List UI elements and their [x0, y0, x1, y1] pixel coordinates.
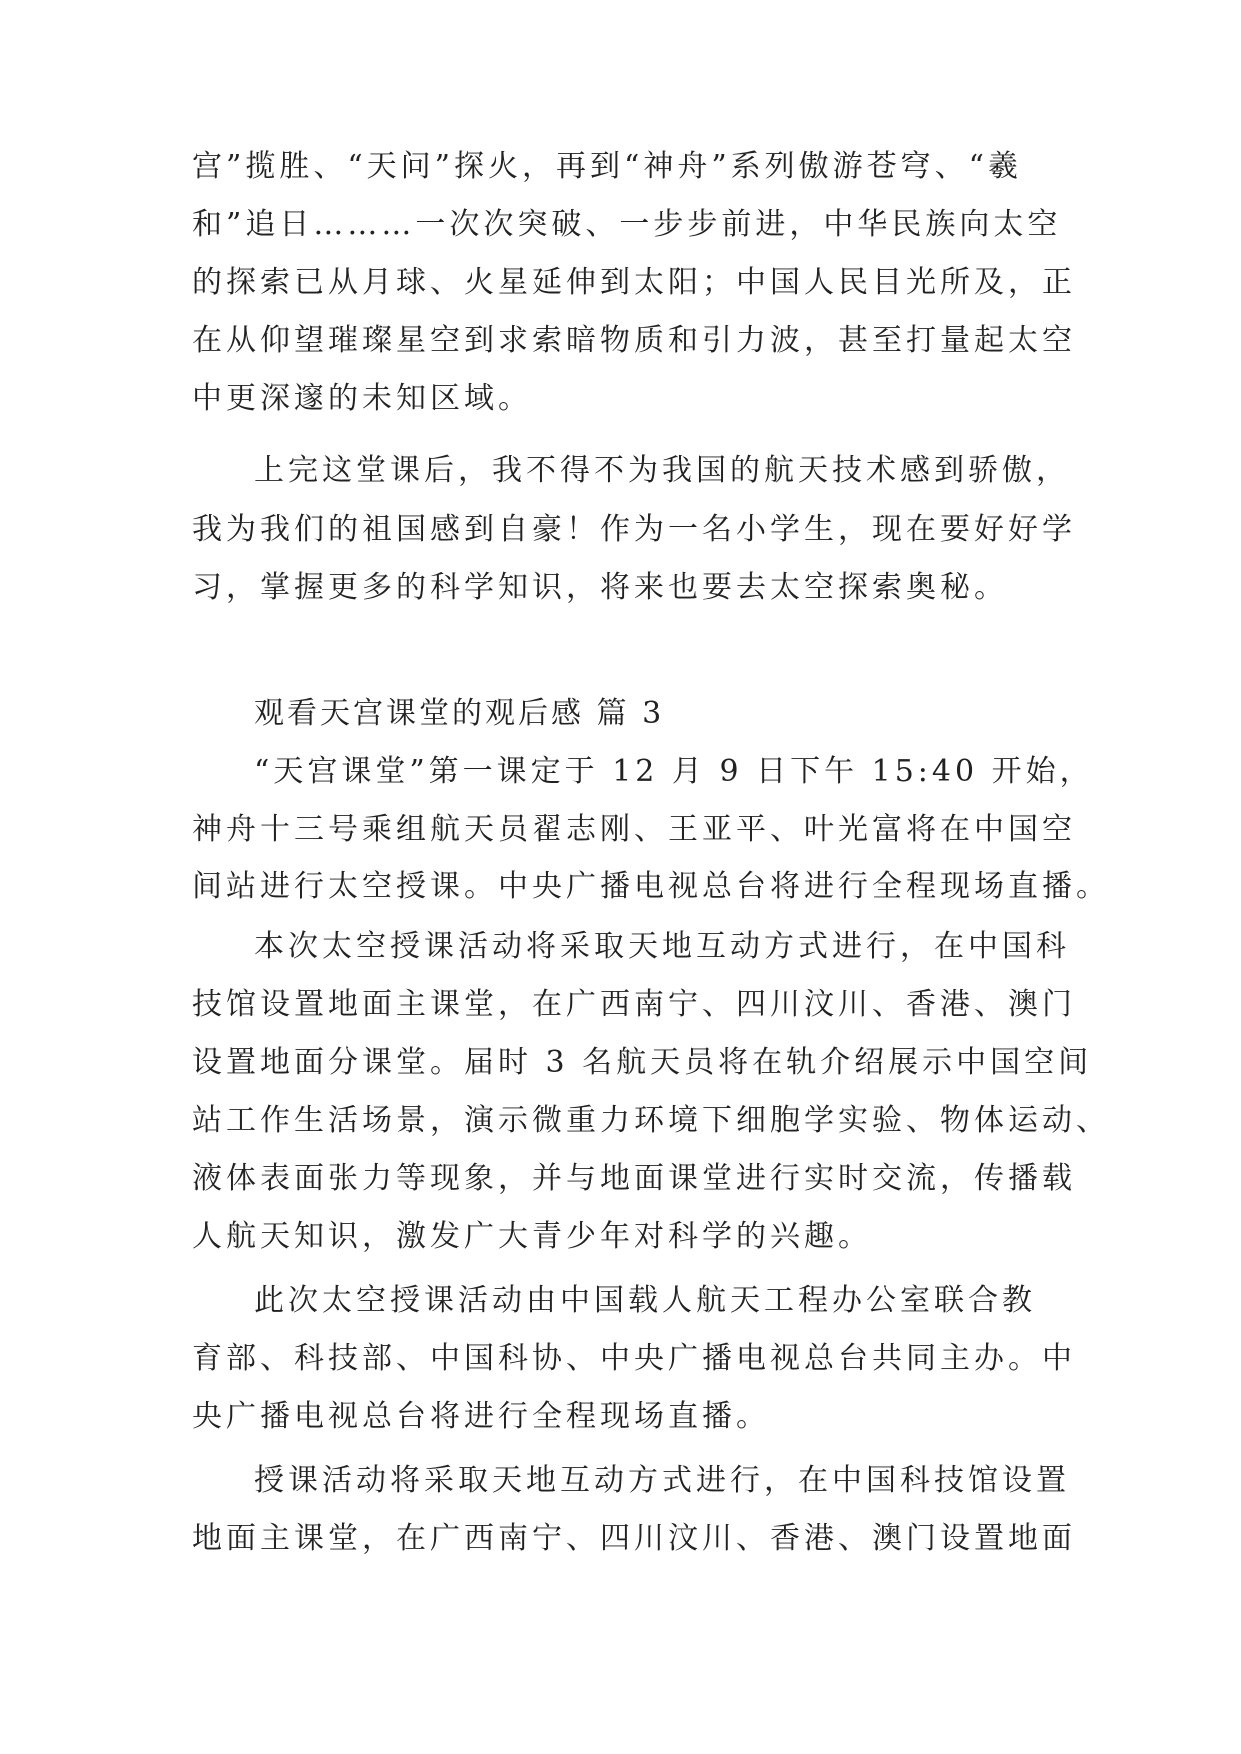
text-line: 地面主课堂，在广西南宁、四川汶川、香港、澳门设置地面 [192, 1521, 1076, 1556]
text-line: 人航天知识，激发广大青少年对科学的兴趣。 [192, 1219, 872, 1254]
section-heading: 观看天宫课堂的观后感 篇 3 [254, 696, 665, 731]
text-line: 此次太空授课活动由中国载人航天工程办公室联合教 [254, 1283, 1036, 1318]
text-line: 央广播电视总台将进行全程现场直播。 [192, 1399, 770, 1434]
text-line: 在从仰望璀璨星空到求索暗物质和引力波，甚至打量起太空 [192, 323, 1076, 358]
text-line: 和”追日………一次次突破、一步步前进，中华民族向太空 [192, 207, 1062, 242]
text-line: 站工作生活场景，演示微重力环境下细胞学实验、物体运动、 [192, 1103, 1110, 1138]
text-line: “天宫课堂”第一课定于 12 月 9 日下午 15:40 开始， [254, 754, 1094, 789]
text-line: 习，掌握更多的科学知识，将来也要去太空探索奥秘。 [192, 570, 1008, 605]
text-line: 技馆设置地面主课堂，在广西南宁、四川汶川、香港、澳门 [192, 987, 1076, 1022]
text-line: 我为我们的祖国感到自豪！作为一名小学生，现在要好好学 [192, 512, 1076, 547]
text-line: 间站进行太空授课。中央广播电视总台将进行全程现场直播。 [192, 869, 1110, 904]
text-line: 宫”揽胜、“天问”探火，再到“神舟”系列傲游苍穹、“羲 [192, 149, 1023, 184]
text-line: 神舟十三号乘组航天员翟志刚、王亚平、叶光富将在中国空 [192, 812, 1076, 847]
text-line: 授课活动将采取天地互动方式进行，在中国科技馆设置 [254, 1463, 1070, 1498]
text-line: 中更深邃的未知区域。 [192, 381, 532, 416]
text-line: 上完这堂课后，我不得不为我国的航天技术感到骄傲， [254, 453, 1070, 488]
text-line: 的探索已从月球、火星延伸到太阳；中国人民目光所及，正 [192, 265, 1076, 300]
text-line: 设置地面分课堂。届时 3 名航天员将在轨介绍展示中国空间 [192, 1045, 1093, 1080]
text-line: 液体表面张力等现象，并与地面课堂进行实时交流，传播载 [192, 1161, 1076, 1196]
text-line: 本次太空授课活动将采取天地互动方式进行，在中国科 [254, 929, 1070, 964]
text-line: 育部、科技部、中国科协、中央广播电视总台共同主办。中 [192, 1341, 1076, 1376]
